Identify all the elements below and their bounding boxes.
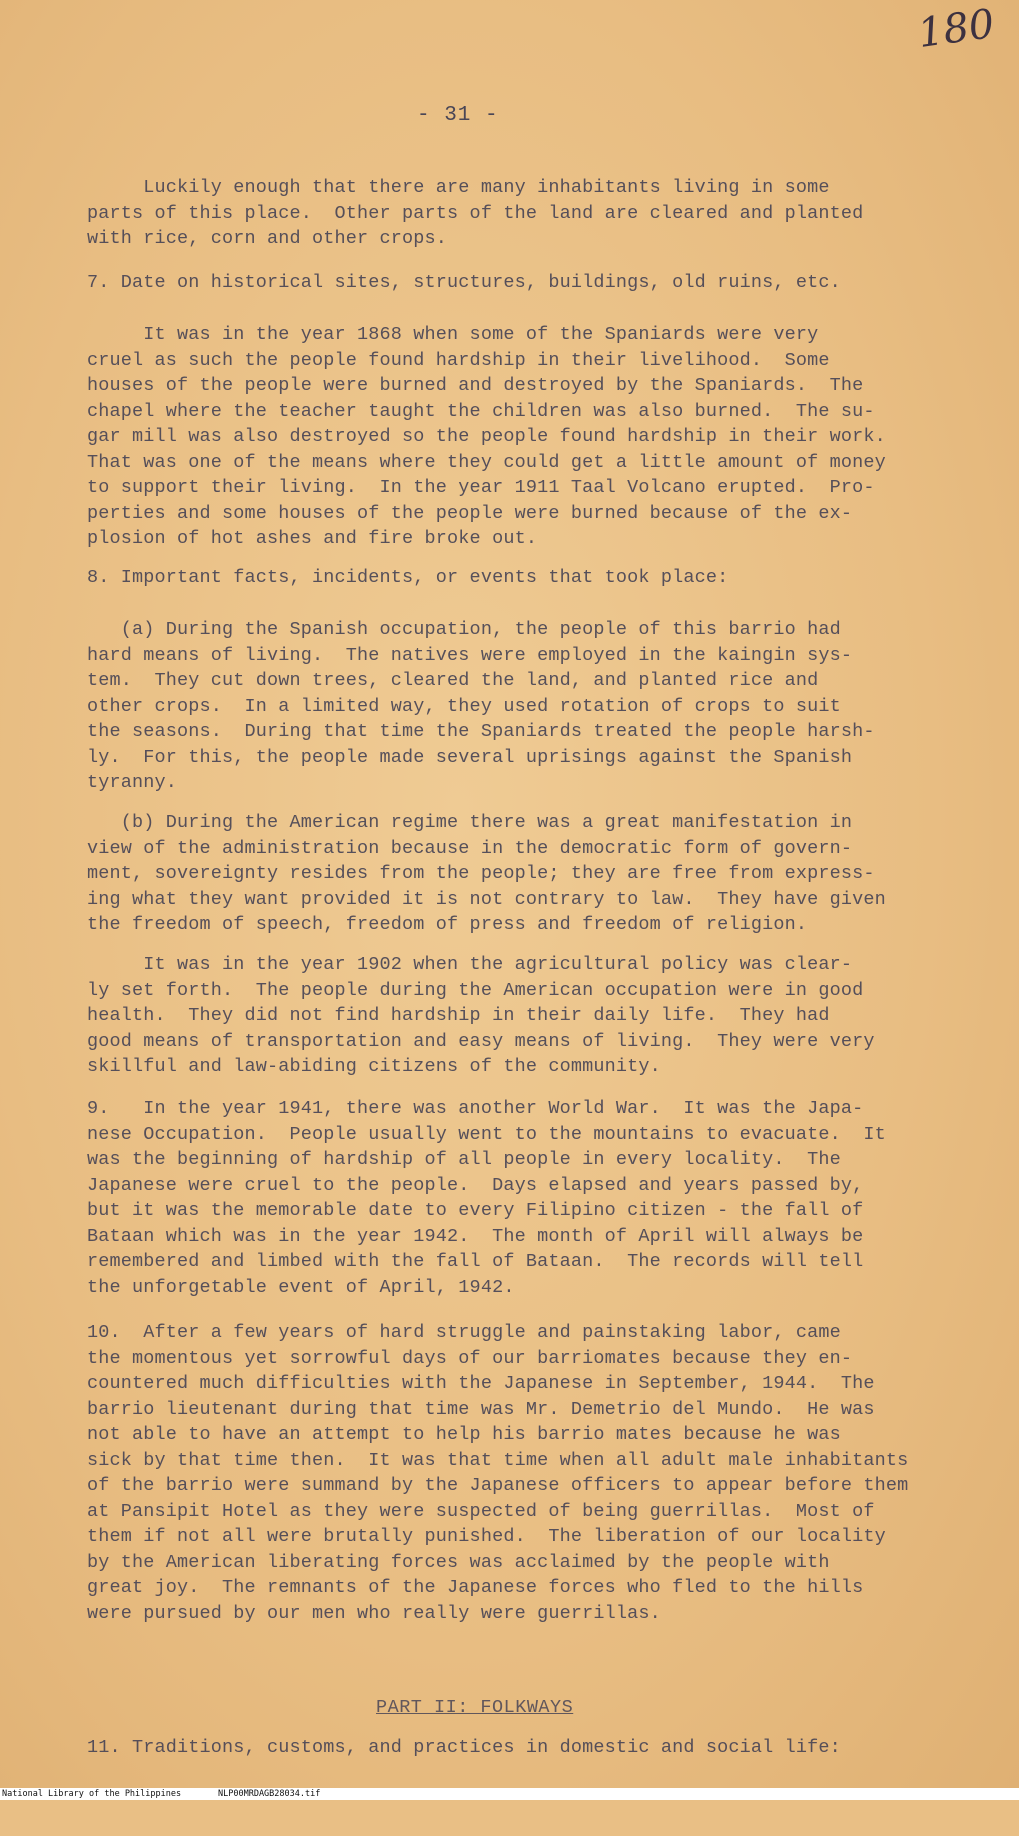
paragraph-historical-sites: It was in the year 1868 when some of the Spaniards were very cruel as such the people found hardship in their livelihood. Some houses of the people were burned and destroyed by the Spaniards. The chapel where the teacher taught the children was also burned. The su- gar mill was also destroyed so the people found hardship in their work. That was one of the means where they could get a little amount of money to support their living. In the year 1911 Taal Volcano erupted. Pro- perties and some houses of the people were burned because of the ex- plosion of hot ashes and fire broke out. (87, 324, 886, 549)
paragraph-japanese-occupation: 9. In the year 1941, there was another World War. It was the Japa- nese Occupation. People usually went to the mountains to evacuate. It was the beginning of hardship of all people in every locality. The Japanese were cruel to the people. Days elapsed and years passed by, but it was the memorable date to every Filipino citizen - the fall of Bataan which was in the year 1942. The month of April will always be remembered and limbed with the fall of Bataan. The records will tell the unforgetable event of April, 1942. (87, 1098, 886, 1298)
paragraph-agricultural-policy: It was in the year 1902 when the agricultural policy was clear- ly set forth. The people during the American occupation were in good health. They did not find hardship in their daily life. They had good means of transportation and easy means of living. They were very skillful and law-abiding citizens of the community. (87, 954, 875, 1077)
scan-footer (0, 1788, 1019, 1800)
section-8-heading: 8. Important facts, incidents, or events that took place: (87, 567, 729, 588)
page-number: - 31 - (417, 104, 499, 127)
section-7-heading: 7. Date on historical sites, structures, buildings, old ruins, etc. (87, 272, 841, 293)
handwritten-page-mark: 180 (915, 0, 998, 58)
footer-filename: NLP00MRDAGB28034.tif (218, 1789, 321, 1799)
part-heading: PART II: FOLKWAYS (376, 1697, 574, 1718)
footer-source: National Library of the Philippines (2, 1789, 182, 1799)
paragraph-spanish-occupation: (a) During the Spanish occupation, the people of this barrio had hard means of living. The natives were employed in the kaingin sys- tem. They cut down trees, cleared the land, and planted rice and other crops. In a limited way, they used rotation of crops to suit the seasons. During that time the Spaniards treated the people harsh- ly. For this, the people made several uprisings against the Spanish tyranny. (87, 619, 875, 793)
paragraph-intro: Luckily enough that there are many inhabitants living in some parts of this place. Other parts of the land are cleared and planted with rice, corn and other crops. (87, 177, 864, 249)
section-11-heading: 11. Traditions, customs, and practices in domestic and social life: (87, 1737, 841, 1758)
paragraph-barrio-struggle: 10. After a few years of hard struggle and painstaking labor, came the momentous yet sorrowful days of our barriomates because they en- countered much difficulties with the Japanese in September, 1944. The barrio lieutenant during that time was Mr. Demetrio del Mundo. He was not able to have an attempt to help his barrio mates because he was sick by that time then. It was that time when all adult male inhabitants of the barrio were summand by the Japanese officers to appear before them at Pansipit Hotel as they were suspected of being guerrillas. Most of them if not all were brutally punished. The liberation of our locality by the American liberating forces was acclaimed by the people with great joy. The remnants of the Japanese forces who fled to the hills were pursued by our men who really were guerrillas. (87, 1322, 909, 1624)
paragraph-american-regime: (b) During the American regime there was a great manifestation in view of the administration because in the democratic form of govern- ment, sovereignty resides from the people; they are free from express- ing what they want provided it is not contrary to law. They have given the freedom of speech, freedom of press and freedom of religion. (87, 812, 886, 935)
